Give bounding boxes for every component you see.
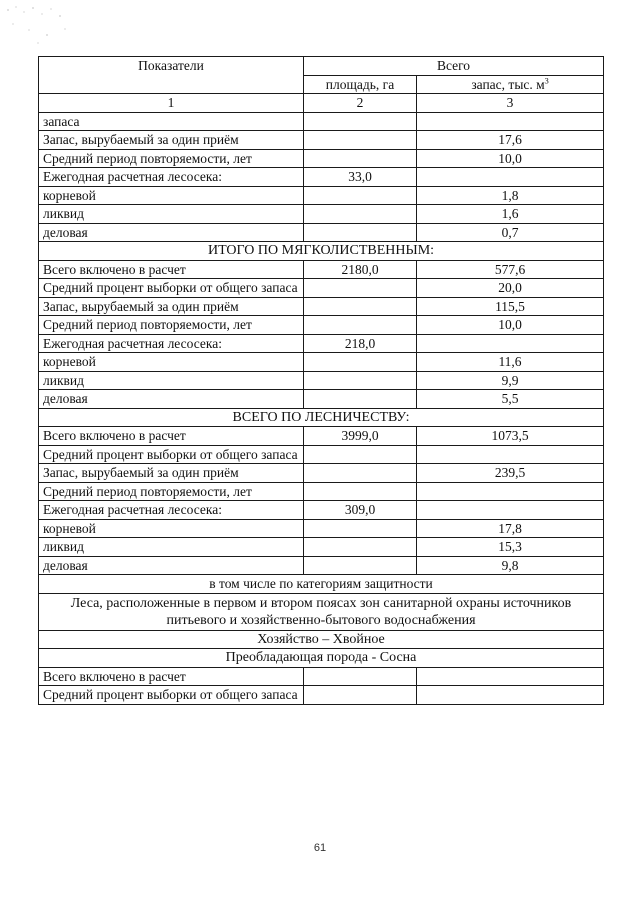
area-cell (304, 279, 417, 298)
table-row (39, 371, 604, 390)
stock-cell: 20,0 (417, 279, 604, 298)
row-label: деловая (39, 556, 304, 575)
row-label: Всего включено в расчет (39, 260, 304, 279)
area-cell (304, 353, 417, 372)
stock-cell (417, 501, 604, 520)
area-cell: 33,0 (304, 168, 417, 187)
area-cell (304, 223, 417, 242)
stock-cell: 11,6 (417, 353, 604, 372)
table-row (39, 186, 604, 205)
water-protection-zones-heading: Леса, расположенные в первом и втором поясах зон санитарной охраны источников питьевого и хозяйственно-бытового водоснабжения (39, 593, 604, 630)
table-row (39, 168, 604, 187)
row-label: корневой (39, 186, 304, 205)
table-row (39, 519, 604, 538)
stock-cell: 17,6 (417, 131, 604, 150)
area-cell (304, 112, 417, 131)
row-label: Средний период повторяемости, лет (39, 482, 304, 501)
stock-cell (417, 667, 604, 686)
table-row (39, 316, 604, 335)
area-cell (304, 149, 417, 168)
table-row (39, 223, 604, 242)
stock-cell (417, 482, 604, 501)
area-cell: 218,0 (304, 334, 417, 353)
section-row (39, 408, 604, 427)
row-label: Ежегодная расчетная лесосека: (39, 168, 304, 187)
protection-categories-heading: в том числе по категориям защитности (39, 575, 604, 594)
header-row (39, 57, 604, 76)
header-stock-unit-sup: 3 (544, 76, 549, 85)
area-cell: 3999,0 (304, 427, 417, 446)
area-cell (304, 205, 417, 224)
column-number: 3 (417, 94, 604, 113)
row-label: Запас, вырубаемый за один приём (39, 297, 304, 316)
header-stock (417, 75, 604, 94)
area-cell: 2180,0 (304, 260, 417, 279)
table-row (39, 334, 604, 353)
stock-cell: 239,5 (417, 464, 604, 483)
row-label: ликвид (39, 205, 304, 224)
page-number: 61 (313, 842, 327, 854)
section-heading-forestry: ВСЕГО ПО ЛЕСНИЧЕСТВУ: (39, 408, 604, 427)
column-number: 1 (39, 94, 304, 113)
table-row (39, 390, 604, 409)
area-cell (304, 186, 417, 205)
row-label: Всего включено в расчет (39, 667, 304, 686)
stock-cell: 10,0 (417, 316, 604, 335)
table-row (39, 445, 604, 464)
stock-cell: 1,8 (417, 186, 604, 205)
farm-type-heading: Хозяйство – Хвойное (39, 630, 604, 649)
section-row (39, 593, 604, 630)
table-row (39, 464, 604, 483)
area-cell (304, 297, 417, 316)
table-row (39, 131, 604, 150)
area-cell: 309,0 (304, 501, 417, 520)
area-cell (304, 131, 417, 150)
row-label: корневой (39, 519, 304, 538)
area-cell (304, 464, 417, 483)
table-row (39, 279, 604, 298)
area-cell (304, 390, 417, 409)
table-row (39, 112, 604, 131)
stock-cell: 577,6 (417, 260, 604, 279)
section-row (39, 242, 604, 261)
area-cell (304, 538, 417, 557)
stock-cell: 15,3 (417, 538, 604, 557)
table-row (39, 667, 604, 686)
column-number-row (39, 94, 604, 113)
scan-specks (2, 2, 82, 52)
stock-cell: 9,8 (417, 556, 604, 575)
row-label: запаса (39, 112, 304, 131)
header-stock-label: запас, тыс. м (471, 76, 545, 92)
row-label: деловая (39, 390, 304, 409)
section-row (39, 630, 604, 649)
table-row (39, 556, 604, 575)
stock-cell (417, 168, 604, 187)
row-label: Средний период повторяемости, лет (39, 316, 304, 335)
row-label: ликвид (39, 538, 304, 557)
column-number: 2 (304, 94, 417, 113)
stock-cell (417, 445, 604, 464)
table-row (39, 205, 604, 224)
table-row (39, 149, 604, 168)
row-label: Средний процент выборки от общего запаса (39, 279, 304, 298)
table-row (39, 353, 604, 372)
row-label: Средний процент выборки от общего запаса (39, 445, 304, 464)
stock-cell: 1073,5 (417, 427, 604, 446)
row-label: Средний период повторяемости, лет (39, 149, 304, 168)
stock-cell (417, 112, 604, 131)
area-cell (304, 316, 417, 335)
stock-cell: 10,0 (417, 149, 604, 168)
stock-cell: 0,7 (417, 223, 604, 242)
area-cell (304, 667, 417, 686)
table-row (39, 501, 604, 520)
row-label: Запас, вырубаемый за один приём (39, 131, 304, 150)
table-row (39, 260, 604, 279)
row-label: Ежегодная расчетная лесосека: (39, 501, 304, 520)
row-label: деловая (39, 223, 304, 242)
table-row (39, 686, 604, 705)
stock-cell: 115,5 (417, 297, 604, 316)
table-row (39, 297, 604, 316)
row-label: ликвид (39, 371, 304, 390)
stock-cell (417, 686, 604, 705)
header-indicators: Показатели (39, 57, 304, 94)
stock-cell: 17,8 (417, 519, 604, 538)
stock-cell: 9,9 (417, 371, 604, 390)
stock-cell: 1,6 (417, 205, 604, 224)
row-label: Ежегодная расчетная лесосека: (39, 334, 304, 353)
row-label: Всего включено в расчет (39, 427, 304, 446)
area-cell (304, 445, 417, 464)
forest-calculation-table (38, 56, 604, 705)
section-row (39, 649, 604, 668)
stock-cell (417, 334, 604, 353)
table-row (39, 538, 604, 557)
table-row (39, 427, 604, 446)
dominant-species-heading: Преобладающая порода - Сосна (39, 649, 604, 668)
table-row (39, 482, 604, 501)
stock-cell: 5,5 (417, 390, 604, 409)
header-total: Всего (304, 57, 604, 76)
header-area: площадь, га (304, 75, 417, 94)
row-label: корневой (39, 353, 304, 372)
section-heading-soft: ИТОГО ПО МЯГКОЛИСТВЕННЫМ: (39, 242, 604, 261)
area-cell (304, 686, 417, 705)
area-cell (304, 556, 417, 575)
section-row (39, 575, 604, 594)
area-cell (304, 482, 417, 501)
area-cell (304, 371, 417, 390)
row-label: Запас, вырубаемый за один приём (39, 464, 304, 483)
area-cell (304, 519, 417, 538)
row-label: Средний процент выборки от общего запаса (39, 686, 304, 705)
